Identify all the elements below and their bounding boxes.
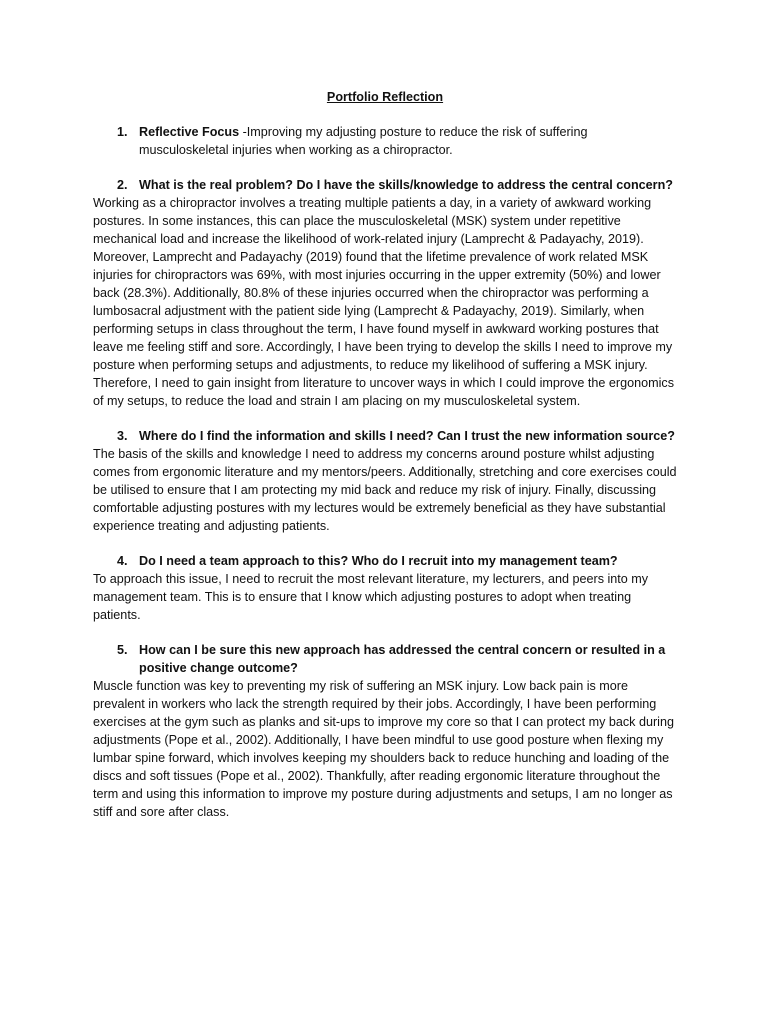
section-1-heading bbox=[93, 123, 677, 159]
section-3-number: 3. bbox=[117, 429, 128, 443]
section-5-heading bbox=[93, 641, 677, 677]
section-1-heading-text bbox=[139, 123, 677, 159]
document-page bbox=[93, 88, 677, 821]
section-3-heading bbox=[93, 427, 677, 445]
section-2-heading bbox=[93, 176, 677, 194]
section-5-body: Muscle function was key to preventing my risk of suffering an MSK injury. Low back pain is more prevalent in workers who lack the strength required by their jobs. Accordingly, I have been performing exercises at the gym such as planks and sit-ups to improve my core so that I can protect my back during adjustments (Pope et al., 2002). Additionally, I have been mindful to use good posture when flexing my lumbar spine forward, which involves keeping my shoulders back to reduce hunching and loading of the discs and soft tissues (Pope et al., 2002). Thankfully, after reading ergonomic literature throughout the term and using this information to improve my posture during adjustments and setups, I am no longer as stiff and sore after class. bbox=[93, 679, 674, 819]
section-3-body: The basis of the skills and knowledge I need to address my concerns around posture whilst adjusting comes from ergonomic literature and my mentors/peers. Additionally, stretching and core exercises could be utilised to ensure that I am protecting my mid back and reduce my risk of injury. Finally, discussing comfortable adjusting postures with my lectures would be extremely beneficial as they have substantial experience treating and adjusting patients. bbox=[93, 447, 677, 533]
section-1-heading-bold: Reflective Focus bbox=[139, 125, 240, 139]
section-2-number: 2. bbox=[117, 178, 128, 192]
section-4-heading bbox=[93, 552, 677, 570]
section-4-number: 4. bbox=[117, 554, 128, 568]
document-title: Portfolio Reflection bbox=[326, 90, 444, 104]
section-4-heading-text: Do I need a team approach to this? Who do I recruit into my management team? bbox=[139, 554, 618, 568]
section-1-heading-rest: -Improving my adjusting posture to reduce the risk of suffering musculoskeletal injuries when working as a chiropractor. bbox=[139, 125, 588, 157]
section-2-body: Working as a chiropractor involves a treating multiple patients a day, in a variety of awkward working postures. In some instances, this can place the musculoskeletal (MSK) system under repetitive mechanical load and increase the likelihood of work-related injury (Lamprecht & Padayachy, 2019). Moreover, Lamprecht and Padayachy (2019) found that the lifetime prevalence of work related MSK injuries for chiropractors was 69%, with most injuries occurring in the upper extremity (50%) and lower back (28.3%). Additionally, 80.8% of these injuries occurred when the chiropractor was performing a lumbosacral adjustment with the patient side lying (Lamprecht & Padayachy, 2019). Similarly, when performing setups in class throughout the term, I have found myself in awkward working postures that leave me feeling stiff and sore. Accordingly, I have been trying to develop the skills I need to improve my posture when performing setups and adjustments, to reduce my likelihood of suffering a MSK injury. Therefore, I need to gain insight from literature to uncover ways in which I could improve the ergonomics of my setups, to reduce the load and strain I am placing on my musculoskeletal system. bbox=[93, 196, 674, 408]
section-1-number: 1. bbox=[117, 125, 128, 139]
section-3-heading-text: Where do I find the information and skills I need? Can I trust the new information source? bbox=[139, 429, 675, 443]
section-2-heading-text: What is the real problem? Do I have the skills/knowledge to address the central concern? bbox=[139, 178, 673, 192]
section-5-heading-text: How can I be sure this new approach has addressed the central concern or resulted in a positive change outcome? bbox=[139, 643, 666, 675]
section-4-body: To approach this issue, I need to recruit the most relevant literature, my lecturers, and peers into my management team. This is to ensure that I know which adjusting postures to adopt when treating patients. bbox=[93, 572, 649, 622]
section-5-number: 5. bbox=[117, 643, 128, 657]
